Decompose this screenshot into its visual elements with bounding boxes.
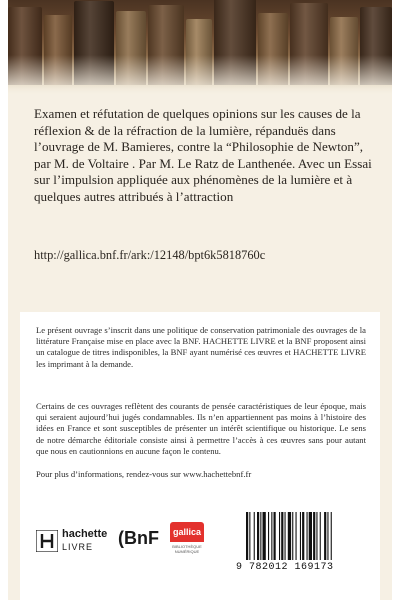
hachette-mark-icon bbox=[36, 530, 58, 552]
barcode-bar bbox=[316, 512, 317, 560]
book-back-cover bbox=[8, 0, 392, 600]
barcode-bar bbox=[292, 512, 293, 560]
barcode-bar bbox=[300, 512, 301, 560]
barcode-bar bbox=[296, 512, 297, 560]
barcode-bars-icon bbox=[246, 512, 362, 560]
gallica-name: gallica bbox=[170, 522, 204, 542]
hachette-name: hachette bbox=[62, 528, 108, 540]
gallica-url: http://gallica.bnf.fr/ark:/12148/bpt6k5818760c bbox=[34, 248, 266, 262]
bookshelf-photo bbox=[8, 0, 392, 95]
gallica-logo bbox=[170, 522, 204, 560]
barcode-bar bbox=[246, 512, 248, 560]
barcode-bar bbox=[309, 512, 312, 560]
barcode-bar bbox=[302, 512, 304, 560]
barcode-bar bbox=[324, 512, 326, 560]
bnf-logo: (BnF bbox=[118, 528, 159, 548]
barcode-bar bbox=[281, 512, 283, 560]
barcode-bar bbox=[268, 512, 269, 560]
notice-paragraph-3: Pour plus d’informations, rendez-vous sur www.hachettebnf.fr bbox=[36, 469, 252, 479]
barcode-bar bbox=[307, 512, 308, 560]
gallica-sub: BIBLIOTHÈQUE NUMÉRIQUE bbox=[172, 544, 202, 554]
book-title: Examen et réfutation de quelques opinions sur les causes de la réflexion & de la réfraction de la lumière, répanduës dans l’ouvrage de M. Bamieres, contre la “Philosophie de Newton”, par M. de Voltaire . Par M. Le Ratz de Lanthenée. Avec un Essai sur l’impulsion appliquée aux phénomènes de la lumière et à quelques autres attribués à l’attraction bbox=[34, 106, 372, 204]
barcode-digits: 9 782012 169173 bbox=[236, 562, 334, 573]
barcode-bar bbox=[327, 512, 328, 560]
publisher-notice-panel bbox=[20, 312, 380, 600]
barcode-bar bbox=[331, 512, 332, 560]
barcode-bar bbox=[320, 512, 321, 560]
notice-paragraph-1: Le présent ouvrage s’inscrit dans une politique de conservation patrimoniale des ouvrages de la littérature Française mise en place avec la BNF. HACHETTE LIVRE et la BNF proposent ainsi un catalogue de titres indisponibles, la BNF ayant numérisé ces œuvres et HACHETTE LIVRE les imprimant à la demande. bbox=[36, 325, 366, 369]
barcode-bar bbox=[285, 512, 286, 560]
barcode-bar bbox=[288, 512, 291, 560]
barcode-bar bbox=[254, 512, 255, 560]
barcode-bar bbox=[249, 512, 250, 560]
barcode-bar bbox=[279, 512, 280, 560]
barcode-bar bbox=[313, 512, 315, 560]
isbn-barcode bbox=[236, 510, 366, 576]
hachette-sub: LIVRE bbox=[62, 542, 94, 552]
notice-paragraph-2: Certains de ces ouvrages reflètent des courants de pensée caractéristiques de leur époque, mais qui seraient aujourd’hui jugés condamnables. Ils n’en appartiennent pas moins à l’histoire des idées en France et sont susceptibles de présenter un intérêt scientifique ou historique. Le sens de notre démarche éditoriale consiste ainsi à permettre l’accès à ces œuvres sans pour autant que nous en cautionnions en aucune façon le contenu. bbox=[36, 401, 366, 456]
barcode-bar bbox=[274, 512, 276, 560]
logos-row bbox=[36, 510, 366, 580]
barcode-bar bbox=[260, 512, 261, 560]
barcode-bar bbox=[271, 512, 272, 560]
hachette-livre-logo bbox=[36, 524, 108, 566]
barcode-bar bbox=[257, 512, 259, 560]
barcode-bar bbox=[263, 512, 266, 560]
